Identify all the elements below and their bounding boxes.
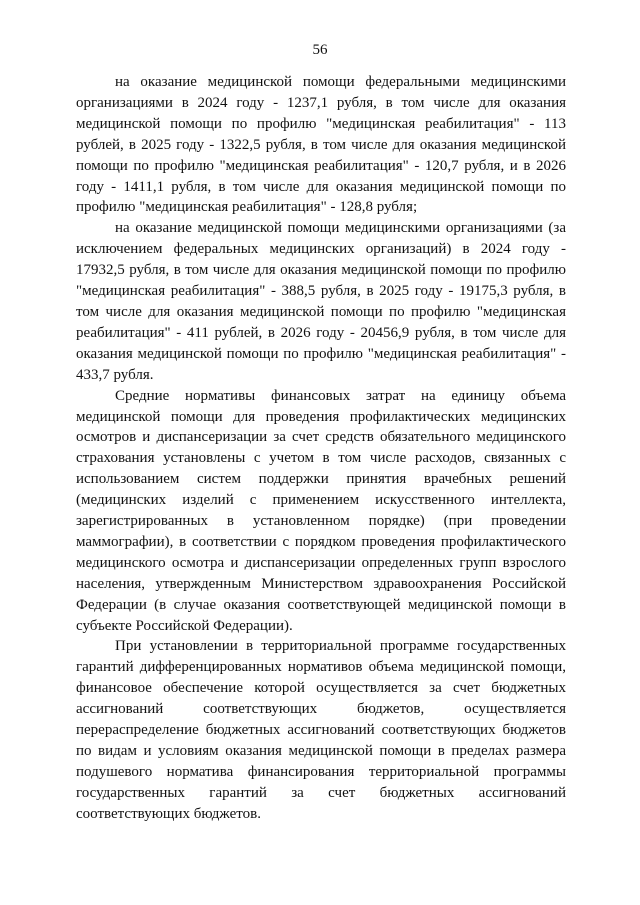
paragraph-medical-organizations-costs: на оказание медицинской помощи медицинскими организациями (за исключением федеральных медицинских организаций) в 2024 году - 17932,5 рубля, в том числе для оказания медицинской помощи по профилю "медицинская реабилитация" - 388,5 рубля, в 2025 году - 19175,3 рубля, в том числе для оказания медицинской помощи по профилю "медицинская реабилитация" - 411 рублей, в 2026 году - 20456,9 рубля, в том числе для оказания медицинской помощи по профилю "медицинская реабилитация" - 433,7 рубля. xyxy=(76,220,566,383)
document-body xyxy=(76,72,566,825)
paragraph-federal-organizations-costs: на оказание медицинской помощи федеральными медицинскими организациями в 2024 году - 1237,1 рубля, в том числе для оказания медицинской помощи по профилю "медицинская реабилитация" - 113 рублей, в 2025 году - 1322,5 рубля, в том числе для оказания медицинской помощи по профилю "медицинская реабилитация" - 120,7 рубля, и в 2026 году - 1411,1 рубля, в том числе для оказания медицинской помощи по профилю "медицинская реабилитация" - 128,8 рубля; xyxy=(76,74,566,216)
paragraph-budget-reallocation: При установлении в территориальной программе государственных гарантий дифференцированных нормативов объема медицинской помощи, финансовое обеспечение которой осуществляется за счет бюджетных ассигнований соответствующих бюджетов, осуществляется перераспределение бюджетных ассигнований соответствующих бюджетов по видам и условиям оказания медицинской помощи в пределах размера подушевого норматива финансирования территориальной программы государственных гарантий за счет бюджетных ассигнований соответствующих бюджетов. xyxy=(76,638,566,822)
paragraph-preventive-checkup-costs: Средние нормативы финансовых затрат на единицу объема медицинской помощи для проведения профилактических медицинских осмотров и диспансеризации за счет средств обязательного медицинского страхования установлены с учетом в том числе расходов, связанных с использованием систем поддержки принятия врачебных решений (медицинских изделий с применением искусственного интеллекта, зарегистрированных в установленном порядке) (при проведении маммографии), в соответствии с порядком проведения профилактического медицинского осмотра и диспансеризации определенных групп взрослого населения, утвержденным Министерством здравоохранения Российской Федерации (в случае оказания соответствующей медицинской помощи в субъекте Российской Федерации). xyxy=(76,387,566,634)
page-number: 56 xyxy=(312,42,328,58)
